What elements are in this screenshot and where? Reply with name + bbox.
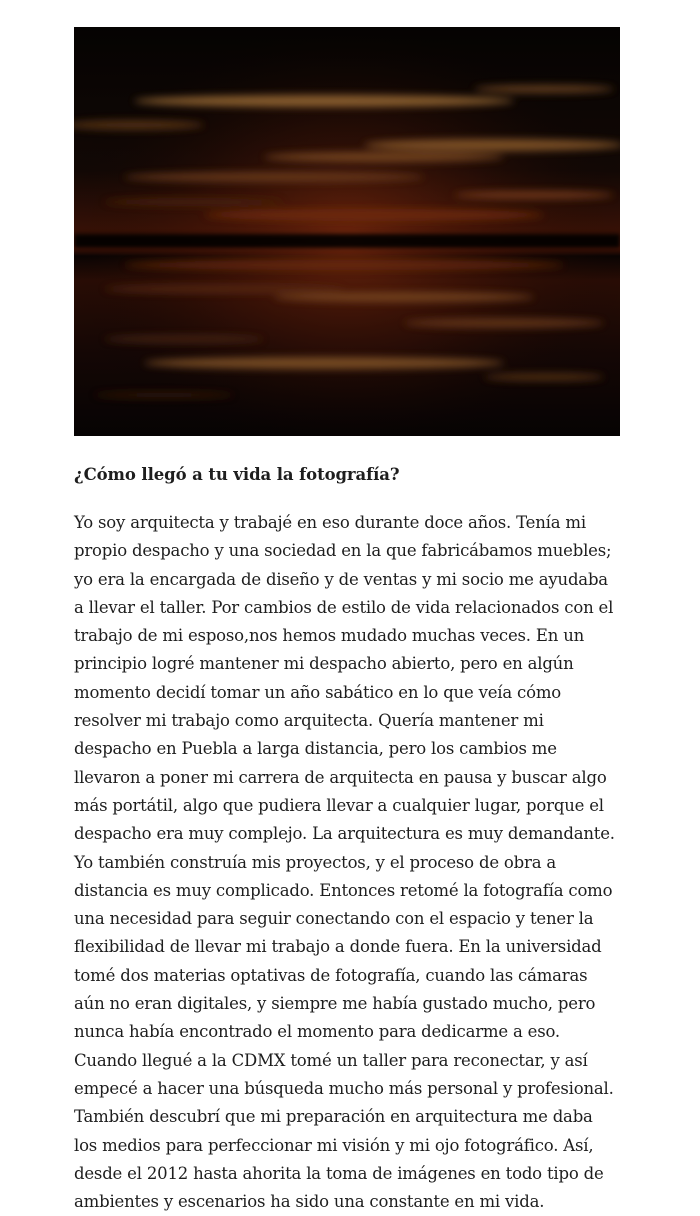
- article: [74, 27, 620, 1216]
- interview-question: ¿Cómo llegó a tu vida la fotografía?: [74, 465, 400, 484]
- sunset-photo: [74, 27, 620, 436]
- sunset-photo-image: [74, 27, 620, 436]
- interview-answer: Yo soy arquitecta y trabajé en eso durante doce años. Tenía mi propio despacho y una sociedad en la que fabricábamos muebles; yo era la encargada de diseño y de ventas y mi socio me ayudaba a llevar el taller. Por cambios de estilo de vida relacionados con el trabajo de mi esposo,nos hemos mudado muchas veces. En un principio logré mantener mi despacho abierto, pero en algún momento decidí tomar un año sabático en lo que veía cómo resolver mi trabajo como arquitecta. Quería mantener mi despacho en Puebla a larga distancia, pero los cambios me llevaron a poner mi carrera de arquitecta en pausa y buscar algo más portátil, algo que pudiera llevar a cualquier lugar, porque el despacho era muy complejo. La arquitectura es muy demandante. Yo también construía mis proyectos, y el proceso de obra a distancia es muy complicado. Entonces retomé la fotografía como una necesidad para seguir conectando con el espacio y tener la flexibilidad de llevar mi trabajo a donde fuera. En la universidad tomé dos materias optativas de fotografía, cuando las cámaras aún no eran digitales, y siempre me había gustado mucho, pero nunca había encontrado el momento para dedicarme a eso. Cuando llegué a la CDMX tomé un taller para reconectar, y así empecé a hacer una búsqueda mucho más personal y profesional. También descubrí que mi preparación en arquitectura me daba los medios para perfeccionar mi visión y mi ojo fotográfico. Así, desde el 2012 hasta ahorita la toma de imágenes en todo tipo de ambientes y escenarios ha sido una constante en mi vida.: [74, 513, 615, 1212]
